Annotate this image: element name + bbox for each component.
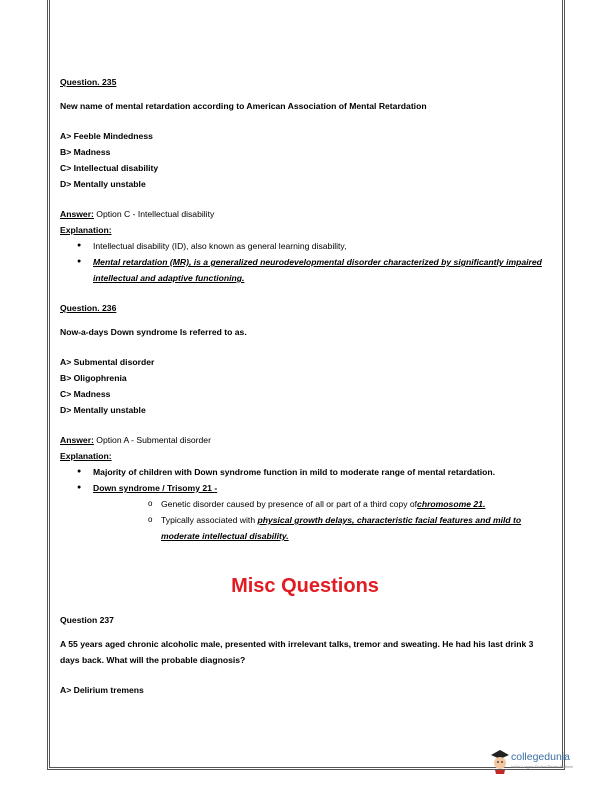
option-a: A> Submental disorder bbox=[60, 357, 155, 367]
sub-list bbox=[93, 496, 550, 544]
dash: - bbox=[214, 483, 218, 493]
option-b: B> Madness bbox=[60, 147, 111, 157]
question-235-heading: Question. 235 bbox=[60, 77, 117, 87]
explanation-label: Explanation: bbox=[60, 225, 112, 235]
answer-label: Answer: bbox=[60, 435, 94, 445]
question-236-text: Now-a-days Down syndrome Is referred to as. bbox=[60, 327, 247, 337]
question-235-text: New name of mental retardation according to American Association of Mental Retardation bbox=[60, 101, 427, 111]
answer-label: Answer: bbox=[60, 209, 94, 219]
emphasis-text: physical growth delays, characteristic facial features and mild to moderate intellectual disability. bbox=[161, 515, 522, 541]
question-237-option-a: A> Delirium tremens bbox=[60, 685, 144, 695]
sub-text: Genetic disorder caused by presence of all or part of a third copy of bbox=[161, 499, 418, 509]
sub-text: Typically associated with bbox=[161, 515, 258, 525]
option-c: C> Intellectual disability bbox=[60, 163, 159, 173]
option-a: A> Feeble Mindedness bbox=[60, 131, 153, 141]
list-item: ● Majority of children with Down syndrome function in mild to moderate range of mental retardation. bbox=[60, 464, 550, 480]
down-syndrome-heading: Down syndrome / Trisomy 21 bbox=[93, 483, 215, 493]
question-236-options bbox=[60, 354, 550, 418]
answer-235 bbox=[60, 206, 550, 222]
question-235-options bbox=[60, 128, 550, 192]
explanation-235-list bbox=[60, 238, 550, 286]
list-item: ● Intellectual disability (ID), also known as general learning disability, bbox=[60, 238, 550, 254]
list-item bbox=[60, 254, 550, 286]
collegedunia-logo bbox=[489, 748, 585, 776]
option-b: B> Oligophrenia bbox=[60, 373, 127, 383]
list-item bbox=[60, 480, 550, 544]
option-d: D> Mentally unstable bbox=[60, 405, 146, 415]
sub-list-item bbox=[93, 496, 550, 512]
mascot-icon bbox=[489, 748, 511, 774]
document-body bbox=[60, 74, 550, 698]
question-237-heading: Question 237 bbox=[60, 615, 114, 625]
question-236-heading: Question. 236 bbox=[60, 303, 117, 313]
option-d: D> Mentally unstable bbox=[60, 179, 146, 189]
answer-text: Option A - Submental disorder bbox=[93, 435, 211, 445]
logo-text: collegedunia bbox=[511, 751, 570, 763]
emphasis-text: Mental retardation (MR), is a generalized neurodevelopmental disorder characterized by significantly impaired intellectual and adaptive functioning. bbox=[93, 257, 542, 283]
explanation-label: Explanation: bbox=[60, 451, 112, 461]
option-c: C> Madness bbox=[60, 389, 111, 399]
section-title: Misc Questions bbox=[231, 575, 379, 597]
sub-list-item bbox=[93, 512, 550, 544]
explanation-236-list bbox=[60, 464, 550, 544]
emphasis-text: chromosome 21. bbox=[417, 499, 486, 509]
answer-236 bbox=[60, 432, 550, 448]
question-237-text: A 55 years aged chronic alcoholic male, presented with irrelevant talks, tremor and sweating. He had his last drink 3 days back. What will the probable diagnosis? bbox=[60, 639, 534, 665]
logo-tagline: India's Largest Student Review Platform bbox=[511, 765, 574, 769]
answer-text: Option C - Intellectual disability bbox=[93, 209, 215, 219]
